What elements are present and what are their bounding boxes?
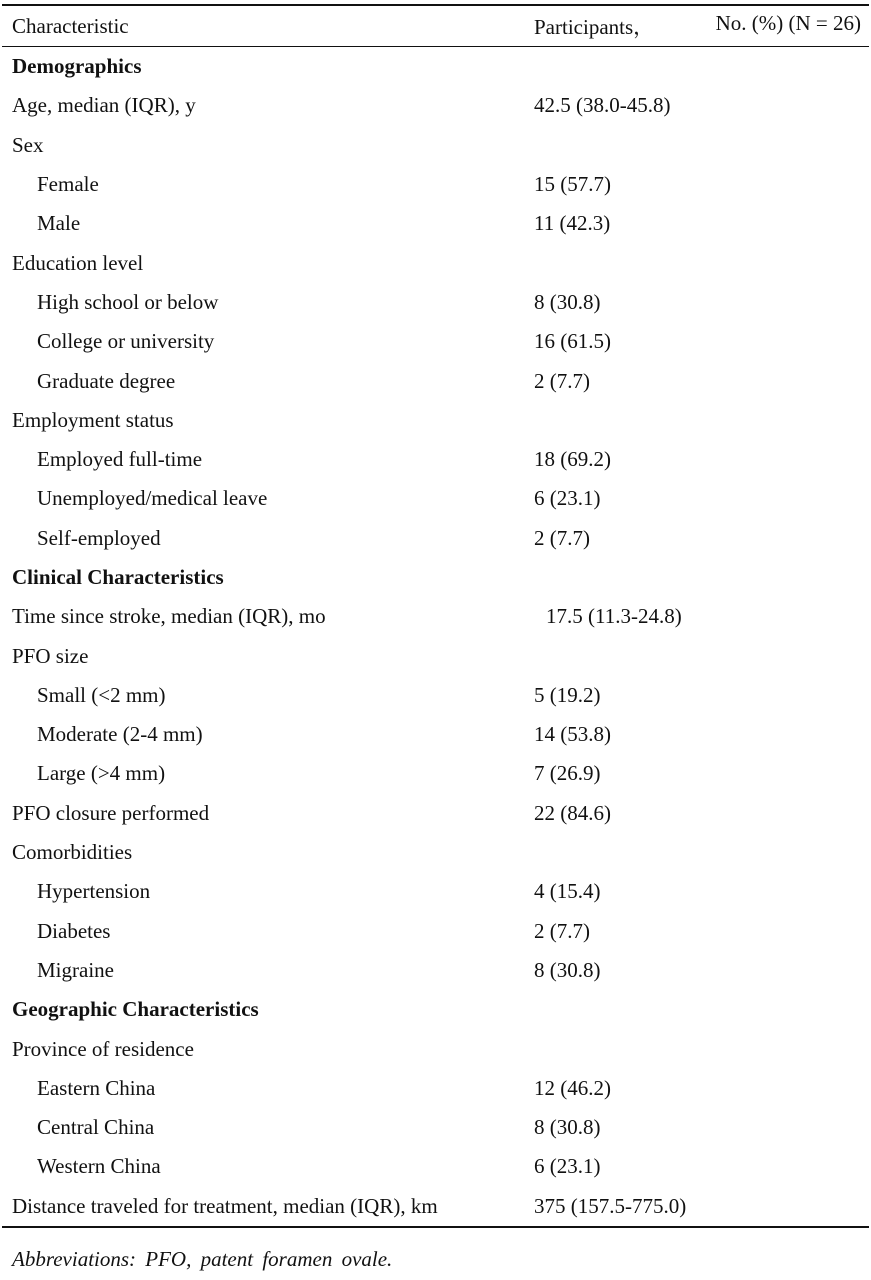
row-label: Time since stroke, median (IQR), mo bbox=[12, 604, 326, 629]
table-row bbox=[2, 126, 869, 165]
table-row bbox=[2, 754, 869, 793]
row-value: 8 (30.8) bbox=[534, 1115, 601, 1140]
table-row bbox=[2, 243, 869, 282]
row-value: 16 (61.5) bbox=[534, 329, 611, 354]
row-label: Small (<2 mm) bbox=[37, 682, 166, 707]
section-heading: Clinical Characteristics bbox=[12, 565, 224, 589]
row-label: Education level bbox=[12, 250, 144, 275]
table-row bbox=[2, 440, 869, 479]
row-value: 11 (42.3) bbox=[534, 211, 611, 236]
table-body bbox=[2, 47, 869, 1226]
row-label: Self-employed bbox=[37, 525, 161, 550]
table-row bbox=[2, 951, 869, 990]
row-value: 22 (84.6) bbox=[534, 800, 611, 825]
table-row bbox=[2, 1108, 869, 1147]
table-row bbox=[2, 1069, 869, 1108]
row-value: 375 (157.5-775.0) bbox=[534, 1193, 687, 1218]
header-count-label: No. (%) (N = 26) bbox=[715, 11, 861, 35]
table-footnote: Abbreviations: PFO, patent foramen ovale. bbox=[12, 1247, 393, 1271]
row-label: Age, median (IQR), y bbox=[12, 93, 196, 118]
row-label: Eastern China bbox=[37, 1075, 156, 1100]
row-value: 14 (53.8) bbox=[534, 722, 611, 747]
row-label: Hypertension bbox=[37, 879, 151, 904]
row-label: High school or below bbox=[37, 289, 219, 314]
table-row bbox=[2, 833, 869, 872]
table-row bbox=[2, 794, 869, 833]
row-label: Graduate degree bbox=[37, 368, 176, 393]
table-row bbox=[2, 715, 869, 754]
row-value: 8 (30.8) bbox=[534, 289, 601, 314]
row-label: Employment status bbox=[12, 407, 174, 432]
row-value: 4 (15.4) bbox=[534, 879, 601, 904]
table-header-row bbox=[2, 6, 869, 46]
table-row bbox=[2, 361, 869, 400]
row-value: 2 (7.7) bbox=[534, 525, 590, 550]
row-value: 7 (26.9) bbox=[534, 761, 601, 786]
row-label: Diabetes bbox=[37, 918, 111, 943]
table-row bbox=[2, 165, 869, 204]
row-value: 17.5 (11.3-24.8) bbox=[546, 604, 682, 629]
table-row bbox=[2, 283, 869, 322]
table-row bbox=[2, 322, 869, 361]
row-value: 8 (30.8) bbox=[534, 957, 601, 982]
participant-characteristics-table bbox=[2, 4, 869, 1228]
table-row bbox=[2, 204, 869, 243]
row-value: 2 (7.7) bbox=[534, 368, 590, 393]
table-row bbox=[2, 912, 869, 951]
row-value: 18 (69.2) bbox=[534, 447, 611, 472]
row-value: 5 (19.2) bbox=[534, 682, 601, 707]
header-participants-cell bbox=[534, 11, 869, 41]
table-bottom-rule bbox=[2, 1226, 869, 1228]
row-label: College or university bbox=[37, 329, 215, 354]
row-label: Unemployed/medical leave bbox=[37, 486, 268, 511]
table-row bbox=[2, 597, 869, 636]
row-label: PFO closure performed bbox=[12, 800, 210, 825]
row-value: 12 (46.2) bbox=[534, 1075, 611, 1100]
section-heading: Geographic Characteristics bbox=[12, 997, 259, 1022]
row-label: Migraine bbox=[37, 957, 114, 982]
row-value: 42.5 (38.0-45.8) bbox=[534, 93, 671, 118]
row-label: PFO size bbox=[12, 643, 89, 668]
row-label: Western China bbox=[37, 1154, 161, 1179]
row-label: Male bbox=[37, 211, 81, 236]
row-value: 6 (23.1) bbox=[534, 1154, 601, 1179]
table-row bbox=[2, 479, 869, 518]
row-label: Large (>4 mm) bbox=[37, 761, 166, 786]
table-row bbox=[2, 1029, 869, 1068]
row-value: 2 (7.7) bbox=[534, 918, 590, 943]
table-row bbox=[2, 636, 869, 675]
table-row bbox=[2, 676, 869, 715]
row-label: Distance traveled for treatment, median (IQR), km bbox=[12, 1193, 438, 1218]
table-section-row bbox=[2, 990, 869, 1029]
row-label: Moderate (2-4 mm) bbox=[37, 722, 203, 747]
row-label: Central China bbox=[37, 1115, 155, 1140]
row-value: 15 (57.7) bbox=[534, 172, 611, 197]
table-section-row bbox=[2, 47, 869, 86]
table-row bbox=[2, 1187, 869, 1226]
row-label: Employed full-time bbox=[37, 447, 203, 472]
table-row bbox=[2, 872, 869, 911]
table-row bbox=[2, 86, 869, 125]
header-characteristic: Characteristic bbox=[12, 13, 129, 38]
row-label: Comorbidities bbox=[12, 840, 133, 865]
row-label: Female bbox=[37, 172, 99, 197]
header-participants: Participants， bbox=[534, 15, 655, 39]
table-row bbox=[2, 519, 869, 558]
row-value: 6 (23.1) bbox=[534, 486, 601, 511]
table-row bbox=[2, 1147, 869, 1186]
section-heading: Demographics bbox=[12, 54, 142, 79]
table-row bbox=[2, 401, 869, 440]
row-label: Province of residence bbox=[12, 1036, 194, 1061]
row-label: Sex bbox=[12, 132, 44, 157]
table-section-row bbox=[2, 558, 869, 597]
